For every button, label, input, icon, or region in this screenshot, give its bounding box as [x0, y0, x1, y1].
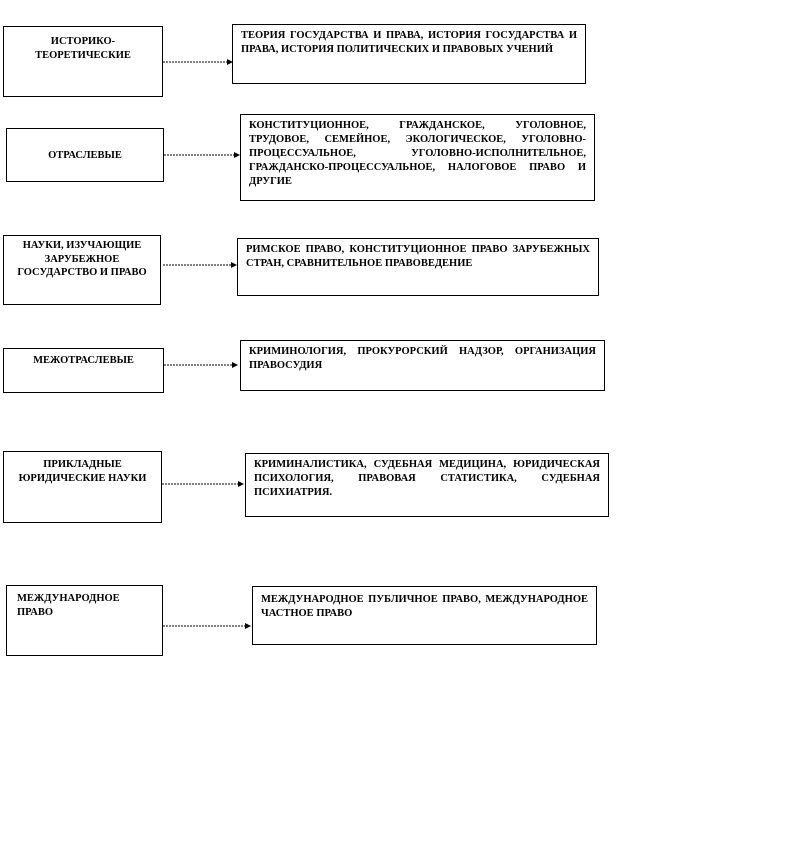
subjects-box-applied — [245, 453, 609, 517]
connector-arrow — [163, 57, 235, 67]
category-box-historical-theoretical — [3, 26, 163, 97]
subjects-box-historical-theoretical — [232, 24, 586, 84]
category-box-foreign-law — [3, 235, 161, 305]
category-label: МЕЖОТРАСЛЕВЫЕ — [33, 355, 134, 366]
subjects-box-foreign-law — [237, 238, 599, 296]
subjects-box-interbranch — [240, 340, 605, 391]
category-label: МЕЖДУНАРОДНОЕ ПРАВО — [17, 593, 120, 618]
connector-arrow — [163, 260, 241, 270]
category-label: ОТРАСЛЕВЫЕ — [48, 150, 122, 161]
category-label: ИСТОРИКО-ТЕОРЕТИЧЕСКИЕ — [35, 36, 131, 61]
subjects-text: КРИМИНОЛОГИЯ, ПРОКУРОРСКИЙ НАДЗОР, ОРГАНИЗАЦИЯ ПРАВОСУДИЯ — [249, 346, 596, 371]
connector-arrow — [164, 360, 242, 370]
connector-arrow — [162, 479, 248, 489]
subjects-text: МЕЖДУНАРОДНОЕ ПУБЛИЧНОЕ ПРАВО, МЕЖДУНАРОДНОЕ ЧАСТНОЕ ПРАВО — [261, 594, 588, 619]
subjects-box-branch — [240, 114, 595, 201]
subjects-text: КОНСТИТУЦИОННОЕ, ГРАЖДАНСКОЕ, УГОЛОВНОЕ, ТРУДОВОЕ, СЕМЕЙНОЕ, ЭКОЛОГИЧЕСКОЕ, УГОЛОВНО-ПРОЦЕССУАЛЬНОЕ, УГОЛОВНО-ИСПОЛНИТЕЛЬНОЕ, ГРАЖДАНСКО-ПРОЦЕССУАЛЬНОЕ, НАЛОГОВОЕ ПРАВО И ДРУГИЕ — [249, 120, 586, 187]
subjects-lead: ТЕОРИЯ ГОСУДАРСТВА И ПРАВА, — [241, 30, 424, 41]
subjects-text: ИСТОРИЯ ГОСУДАРСТВА И ПРАВА, ИСТОРИЯ ПОЛИТИЧЕСКИХ И ПРАВОВЫХ УЧЕНИЙ — [241, 30, 578, 55]
category-box-applied — [3, 451, 162, 523]
subjects-box-international — [252, 586, 597, 645]
category-label: ПРИКЛАДНЫЕ ЮРИДИЧЕСКИЕ НАУКИ — [18, 459, 147, 484]
category-box-branch — [6, 128, 164, 182]
category-label: НАУКИ, ИЗУЧАЮЩИЕ ЗАРУБЕЖНОЕ ГОСУДАРСТВО И ПРАВО — [17, 240, 147, 278]
connector-arrow — [164, 150, 244, 160]
subjects-text: РИМСКОЕ ПРАВО, КОНСТИТУЦИОННОЕ ПРАВО ЗАРУБЕЖНЫХ СТРАН, СРАВНИТЕЛЬНОЕ ПРАВОВЕДЕНИЕ — [246, 244, 590, 269]
connector-arrow — [163, 621, 255, 631]
category-box-interbranch — [3, 348, 164, 393]
subjects-text: КРИМИНАЛИСТИКА, СУДЕБНАЯ МЕДИЦИНА, ЮРИДИЧЕСКАЯ ПСИХОЛОГИЯ, ПРАВОВАЯ СТАТИСТИКА, СУДЕБНАЯ ПСИХИАТРИЯ. — [254, 459, 600, 498]
category-box-international — [6, 585, 163, 656]
